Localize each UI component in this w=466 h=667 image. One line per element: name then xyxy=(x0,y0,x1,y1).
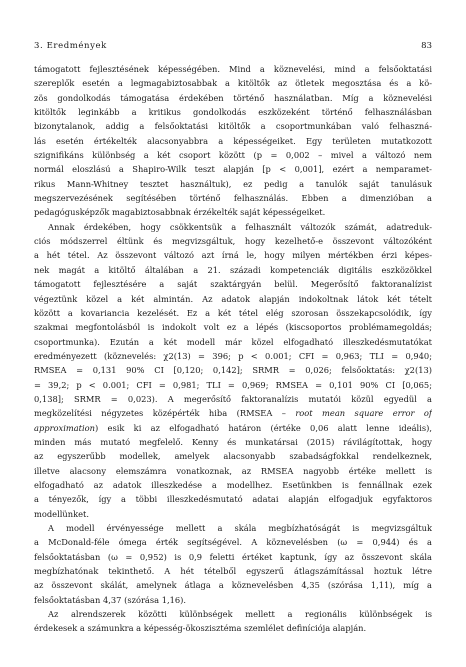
text-line: nek magát a kitöltő általában a 21. századi kompetenciák digitális eszközökkel xyxy=(34,264,432,275)
text-line: lás esetén értékelték alacsonyabbra a képességeiket. Egy területen mutatkozott xyxy=(34,135,432,146)
text-line: zös gondolkodás támogatása érdekében történő használatban. Míg a köznevelési xyxy=(34,92,432,103)
text-line: rikus Mann-Whitney tesztet használtuk), ez pedig a tanulók saját tanulásuk xyxy=(34,178,432,189)
text-line: felsőoktatásban 4,37 (szórása 1,16). xyxy=(34,594,187,605)
text-line: a McDonald-féle ómega érték segítségével. A köznevelésben (ω = 0,944) és a xyxy=(34,537,432,548)
text-line: Az alrendszerek közötti különbségek mellett a regionális különbségek is xyxy=(48,609,432,620)
paragraph xyxy=(34,607,432,636)
text-line: érdekesek a számunkra a képesség-ökoszisztéma szemlélet definíciója alapján. xyxy=(34,623,367,634)
text-line: approximation) esik ki az elfogadható határon (értéke 0,06 alatt lenne ideális), xyxy=(34,422,432,433)
text-line: támogatott fejlesztésének képességében. Mind a köznevelési, mind a felsőoktatási xyxy=(34,64,432,74)
text-line: megbízhatónak tekinthető. A hét tételből egyszerű átlagszámítással hoztuk létre xyxy=(34,566,432,577)
paragraph xyxy=(34,521,432,607)
text-line: illetve alacsony elemszámra vonatkoznak, az RMSEA nagyobb értéke mellett is xyxy=(34,465,432,476)
text-line: Annak érdekében, hogy csökkentsük a felhasznált változók számát, adatreduk- xyxy=(48,221,432,232)
text-line: normál eloszlású a Shapiro-Wilk teszt alapján [p < 0,001], ezért a nemparamet- xyxy=(34,164,432,175)
paragraph xyxy=(34,62,432,220)
text-line: szakmai megfontolásból is indokolt volt ez a lépés (kiscsoportos problémamegoldás; xyxy=(34,322,432,333)
paragraph xyxy=(34,220,432,521)
chapter-title: 3. Eredmények xyxy=(34,41,107,51)
text-line: az összevont skálát, amelynek átlaga a köznevelésben 4,35 (szórása 1,11), míg a xyxy=(34,580,432,591)
text-line: kitöltők leginkább a kritikus gondolkodás eszközeként történő felhasználásban xyxy=(34,107,432,118)
text-line: végeztünk közel a két almintán. Az adatok alapján indokoltnak látok két tételt xyxy=(34,293,432,304)
text-line: megközelítési négyzetes középérték hiba (RMSEA – root mean square error of xyxy=(34,408,432,419)
text-line: eredményezett (köznevelés: χ2(13) = 396; p < 0.001; CFI = 0,963; TLI = 0,940; xyxy=(34,350,432,361)
text-line: a hét tétel. Az összevont változó azt írná le, hogy milyen mértékben érzi képes- xyxy=(34,250,432,261)
text-line: a tényezők, így a többi illeszkedésmutató adatai alapján elfogadjuk egyfaktoros xyxy=(34,494,432,505)
text-line: bizonytalanok, addig a felsőoktatási kitöltők a csoportmunkában való felhaszná- xyxy=(34,121,432,132)
text-line: felsőoktatásban (ω = 0,952) is 0,9 feletti értéket kaptunk, így az összevont skála xyxy=(34,551,432,562)
running-head xyxy=(34,41,432,53)
text-line: = 39,2; p < 0.001; CFI = 0,981; TLI = 0,969; RMSEA = 0,101 90% CI [0,065; xyxy=(34,379,432,390)
text-line: között a kovariancia kezelését. Ez a két tétel elég szorosan összekapcsolódik, így xyxy=(34,307,432,318)
text-line: az egyszerűbb modellek, amelyek alacsonyabb szabadságfokkal rendelkeznek, xyxy=(34,451,432,462)
text-line: szignifikáns különbség a két csoport között (p = 0,002 – mivel a változó nem xyxy=(34,150,432,161)
body-text xyxy=(34,62,432,636)
text-line: csoportmunka). Ezután a két modell már közel elfogadható illeszkedésmutatókat xyxy=(34,336,432,347)
text-line: minden más mutató megfelelő. Kenny és munkatársai (2015) rávilágítottak, hogy xyxy=(34,436,432,447)
text-line: RMSEA = 0,131 90% CI [0,120; 0,142]; SRMR = 0,026; felsőoktatás: χ2(13) xyxy=(34,365,432,376)
page-number: 83 xyxy=(421,41,432,51)
text-line: megszervezésének segítésében történő felhasználás. Ebben a dimenzióban a xyxy=(34,193,432,204)
text-line: A modell érvényessége mellett a skála megbízhatóságát is megvizsgáltuk xyxy=(48,523,432,533)
text-line: 0,138]; SRMR = 0,023). A megerősítő faktoranalízis mutatói közül egyedül a xyxy=(34,393,432,404)
text-line: modellünket. xyxy=(34,508,89,519)
text-line: ciós módszerrel éltünk és megvizsgáltuk, hogy kezelhető-e összevont változóként xyxy=(34,236,432,247)
text-line: pedagógusképzők magabiztosabbnak érzékelték saját képességeiket. xyxy=(34,207,326,218)
text-line: elfogadható az adatok illeszkedése a modellhez. Esetünkben is fennállnak ezek xyxy=(34,479,432,490)
text-line: szereplők esetén a legmagabiztosabbak a kitöltők az ötletek megosztása és a kö- xyxy=(34,78,432,89)
text-line: támogatott fejlesztésére a saját szaktárgyán belül. Megerősítő faktoranalízist xyxy=(34,279,432,290)
